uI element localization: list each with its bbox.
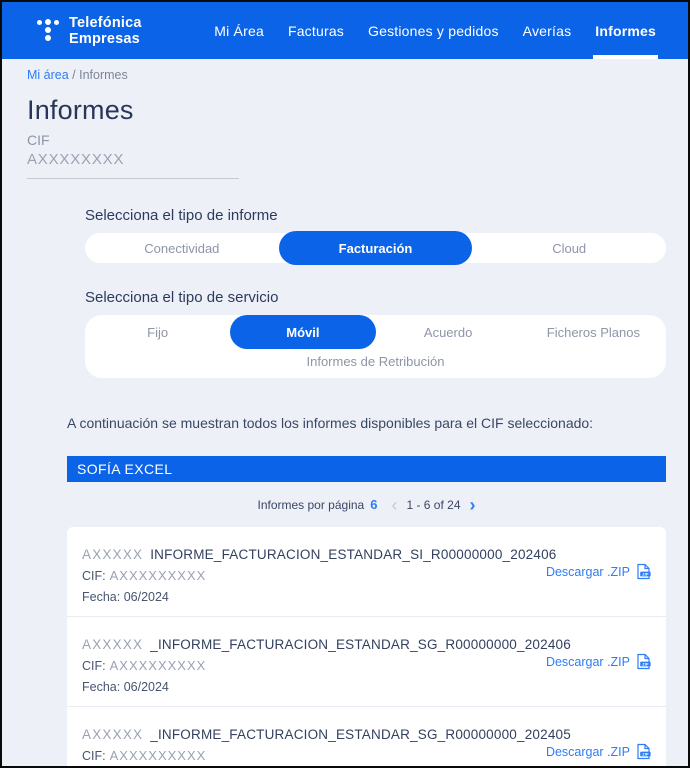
nav-item-mi-area[interactable]: Mi Área [214, 22, 264, 39]
tab-informes-retribucion[interactable]: Informes de Retribución [306, 353, 445, 369]
brand-name: Telefónica Empresas [69, 14, 142, 47]
report-date-value: 06/2024 [123, 680, 169, 694]
report-list [67, 527, 666, 768]
per-page-selector[interactable]: 6 [370, 497, 378, 512]
report-name: INFORME_FACTURACION_ESTANDAR_SI_R00000000_202406 [150, 547, 557, 562]
report-name: _INFORME_FACTURACION_ESTANDAR_SG_R00000000_202405 [150, 727, 571, 742]
nav-item-facturas[interactable]: Facturas [287, 22, 344, 39]
report-date-label: Fecha: [82, 590, 124, 604]
nav-item-informes[interactable]: Informes [583, 2, 668, 59]
tab-acuerdo[interactable]: Acuerdo [423, 324, 473, 340]
tab-ficheros-planos[interactable]: Ficheros Planos [546, 324, 640, 340]
breadcrumb-current: Informes [79, 68, 128, 82]
tab-fijo[interactable]: Fijo [147, 324, 169, 340]
report-title [82, 636, 651, 653]
nav-item-gestiones[interactable]: Gestiones y pedidos [368, 22, 499, 39]
cif-label: CIF [27, 132, 50, 148]
page-title: Informes [27, 95, 134, 125]
report-code: AXXXXX [82, 727, 144, 742]
report-title [82, 726, 651, 743]
brand[interactable] [36, 15, 183, 47]
zip-file-icon [635, 563, 652, 580]
breadcrumb-separator: / [68, 68, 80, 82]
next-page-icon[interactable]: › [469, 494, 476, 515]
download-zip-label: Descargar .ZIP [545, 564, 630, 579]
report-title [82, 546, 651, 563]
report-type-label: Selecciona el tipo de informe [85, 207, 278, 224]
cif-underline [27, 178, 239, 179]
breadcrumb-link-mi-area[interactable]: Mi área [27, 68, 69, 82]
report-code: AXXXXX [82, 547, 144, 562]
service-type-tabs [85, 315, 666, 378]
report-cif-label: CIF: [82, 749, 106, 763]
tab-cloud[interactable]: Cloud [552, 240, 587, 256]
section-header-title: SOFÍA EXCEL [77, 461, 173, 477]
tab-movil[interactable]: Móvil [230, 315, 375, 349]
cif-value[interactable]: AXXXXXXXX [27, 151, 125, 168]
report-row-2 [67, 617, 666, 707]
report-row-1 [67, 527, 666, 617]
page-head [2, 82, 688, 179]
nav-menu [202, 2, 668, 59]
report-cif-value: AXXXXXXXXX [109, 568, 207, 583]
telefonica-logo-icon [36, 17, 60, 44]
per-page-label: Informes por página [257, 497, 365, 512]
service-type-label: Selecciona el tipo de servicio [85, 289, 279, 306]
section-header-bar [67, 456, 666, 482]
report-cif-label: CIF: [82, 569, 106, 583]
report-date [82, 679, 651, 695]
svg-text:ZIP: ZIP [642, 571, 649, 577]
report-date-value: 06/2024 [123, 590, 169, 604]
report-cif-value: AXXXXXXXXX [109, 748, 207, 763]
nav-item-averias[interactable]: Averías [522, 22, 572, 39]
download-zip-label: Descargar .ZIP [545, 744, 630, 759]
download-zip-link[interactable] [546, 653, 652, 670]
page-range: 1 - 6 of 24 [406, 497, 461, 512]
selectors [85, 207, 666, 378]
download-zip-label: Descargar .ZIP [545, 654, 630, 669]
pagination [67, 482, 666, 527]
zip-file-icon [635, 653, 652, 670]
svg-text:ZIP: ZIP [642, 751, 649, 757]
top-nav [2, 2, 688, 59]
report-cif-label: CIF: [82, 659, 106, 673]
report-date [82, 589, 651, 605]
report-name: _INFORME_FACTURACION_ESTANDAR_SG_R00000000_202406 [150, 637, 571, 652]
zip-file-icon [635, 743, 652, 760]
report-cif-value: AXXXXXXXXX [109, 658, 207, 673]
report-type-tabs [85, 233, 666, 263]
download-zip-link[interactable] [546, 563, 652, 580]
report-row-3 [67, 707, 666, 768]
tab-conectividad[interactable]: Conectividad [144, 240, 220, 256]
download-zip-link[interactable] [546, 743, 652, 760]
prev-page-icon[interactable]: ‹ [391, 494, 398, 515]
report-code: AXXXXX [82, 637, 144, 652]
breadcrumb [2, 59, 688, 82]
svg-text:ZIP: ZIP [642, 661, 649, 667]
tab-facturacion[interactable]: Facturación [279, 231, 473, 265]
intro-text: A continuación se muestran todos los informes disponibles para el CIF seleccionado: [67, 415, 594, 431]
report-date-label: Fecha: [82, 680, 124, 694]
